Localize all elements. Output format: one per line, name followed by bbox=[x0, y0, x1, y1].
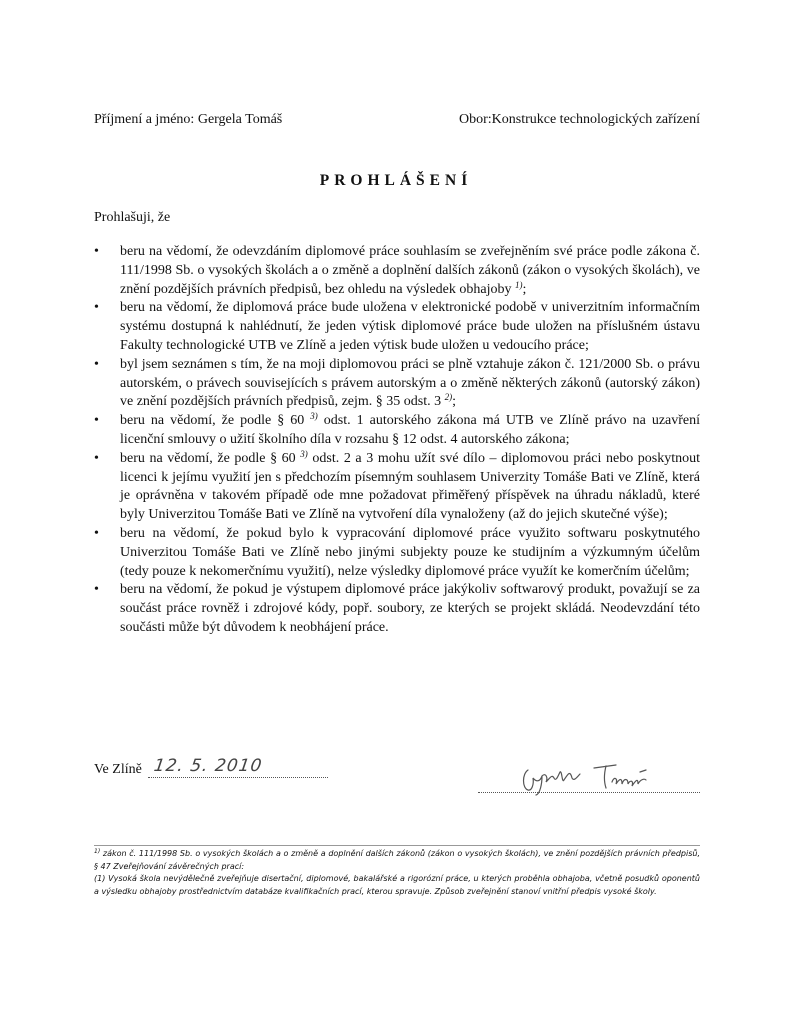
footnote-1 bbox=[94, 848, 700, 873]
field-label: Obor: bbox=[458, 112, 492, 127]
student-name bbox=[94, 112, 282, 128]
bullet-marker: • bbox=[94, 413, 99, 429]
bullet-marker: • bbox=[94, 582, 99, 598]
footnote-text: zákon č. 111/1998 Sb. o vysokých školách a o změně a doplnění dalších zákonů (zákon o vysokých školách), ve znění pozdějších právních předpisů, § 47 Zveřejňování závěrečných prací: bbox=[94, 849, 700, 871]
declaration-list bbox=[94, 243, 700, 638]
item-text: byl jsem seznámen s tím, že na moji diplomovou práci se plně vztahuje zákon č. 121/2000 Sb. o právu autorském, o právech souvisejících s právem autorským a o změně některých zákonů (autorský zákon) ve znění pozdějších právních předpisů, zejm. § 35 odst. 3 bbox=[120, 356, 700, 410]
handwritten-signature bbox=[520, 760, 670, 796]
name-value: Gergela Tomáš bbox=[197, 112, 283, 127]
list-item bbox=[94, 356, 700, 412]
bullet-marker: • bbox=[94, 525, 99, 541]
field-value: Konstrukce technologických zařízení bbox=[491, 112, 700, 127]
page-title: PROHLÁŠENÍ bbox=[319, 172, 473, 189]
item-text: beru na vědomí, že odevzdáním diplomové práce souhlasím se zveřejněním své práce podle zákona č. 111/1998 Sb. o vysokých školách a o změně a doplnění dalších zákonů (zákon o vysokých školách), ve znění pozdějších právních předpisů, bez ohledu na výsledek obhajoby bbox=[120, 244, 700, 297]
footnote-ref: 1) bbox=[515, 279, 523, 290]
footnote-number: 1) bbox=[94, 848, 101, 855]
list-item bbox=[94, 299, 700, 355]
item-text-after: odst. 2 a 3 mohu užít své dílo – diplomovou práci nebo poskytnout licenci k jejímu využití jen s předchozím písemným souhlasem Univerzity Tomáše Bati ve Zlíně, která je oprávněna v takovém případě ode mne požadovat přiměřený příspěvek na úhradu nákladů, které byly Univerzitou Tomáše Bati ve Zlíně na vytvoření díla vynaloženy (až do jejich skutečné výše); bbox=[120, 450, 701, 523]
footnote-separator bbox=[94, 845, 700, 846]
footnote-ref: 3) bbox=[300, 448, 308, 459]
date-line bbox=[148, 777, 328, 778]
handwritten-date: 12. 5. 2010 bbox=[152, 756, 264, 776]
item-text: beru na vědomí, že pokud je výstupem diplomové práce jakýkoliv softwarový produkt, považují se za součást práce rovněž i zdrojové kódy, popř. soubory, ze kterých se projekt skládá. Neodevzdání této součásti může být důvodem k neobhájení práce. bbox=[120, 582, 700, 635]
item-end: ; bbox=[522, 281, 527, 297]
footnote-1-paragraph: (1) Vysoká škola nevýdělečně zveřejňuje disertační, diplomové, bakalářské a rigorózní práce, u kterých proběhla obhajoba, včetně posudků oponentů a výsledku obhajoby prostřednictvím databáze kvalifikačních prací, kterou spravuje. Způsob zveřejnění stanoví vnitřní předpis vysoké školy. bbox=[94, 874, 700, 896]
item-text-after: odst. 1 autorského zákona má UTB ve Zlíně právo na uzavření licenční smlouvy o užití školního díla v rozsahu § 12 odst. 4 autorského zákona; bbox=[120, 413, 701, 447]
list-item bbox=[94, 243, 700, 299]
item-text-before: beru na vědomí, že podle § 60 bbox=[120, 450, 296, 466]
name-label: Příjmení a jméno: bbox=[94, 112, 195, 127]
bullet-marker: • bbox=[94, 356, 99, 372]
footnotes bbox=[94, 848, 700, 898]
list-item bbox=[94, 581, 700, 637]
footnote-ref: 2) bbox=[444, 392, 453, 403]
list-item bbox=[94, 412, 700, 450]
study-field bbox=[459, 112, 700, 128]
item-text-before: beru na vědomí, že podle § 60 bbox=[120, 413, 305, 429]
item-text: beru na vědomí, že pokud bylo k vypracování diplomové práce využito softwaru poskytnutého Univerzitou Tomáše Bati ve Zlíně nebo jinými subjekty pouze ke studijním a výzkumným účelům (tedy pouze k nekomerčnímu využití), nelze výsledky diplomové práce využít ke komerčním účelům; bbox=[120, 525, 700, 579]
header-row bbox=[94, 112, 700, 132]
bullet-marker: • bbox=[94, 244, 99, 259]
bullet-marker: • bbox=[94, 450, 99, 466]
list-item bbox=[94, 525, 700, 581]
item-text: beru na vědomí, že diplomová práce bude uložena v elektronické podobě v univerzitním informačním systému dostupná k nahlédnutí, že jeden výtisk diplomové práce bude uložen na příslušném ústavu Fakulty technologické UTB ve Zlíně a jeden výtisk bude uložen u vedoucího práce; bbox=[120, 300, 700, 353]
intro-text: Prohlašuji, že bbox=[94, 210, 171, 225]
list-item bbox=[94, 450, 700, 525]
place-label: Ve Zlíně bbox=[94, 762, 142, 777]
item-end: ; bbox=[452, 394, 457, 410]
bullet-marker: • bbox=[94, 300, 99, 316]
footnote-ref: 3) bbox=[310, 411, 318, 422]
signature-line bbox=[478, 792, 700, 793]
